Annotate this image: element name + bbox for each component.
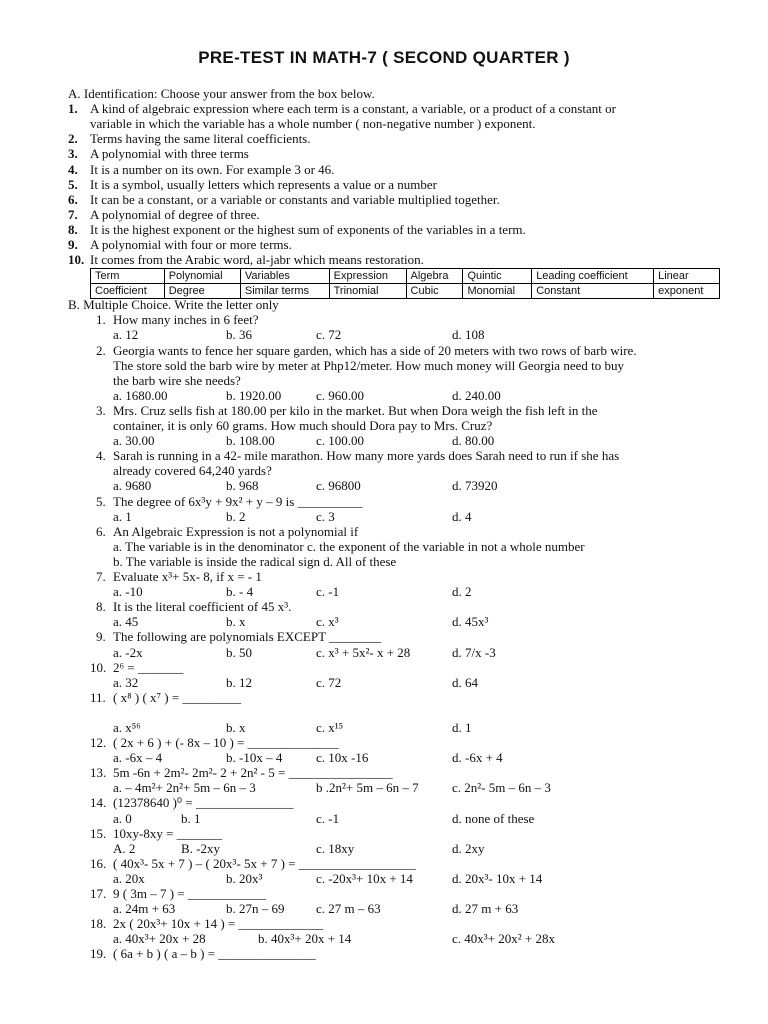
- answer-choice: d. 7/x -3: [452, 644, 496, 660]
- question-number: 10.: [90, 659, 107, 675]
- answer-choice: b. x: [226, 614, 246, 630]
- part-a-item-text: A kind of algebraic expression where each term is a constant, a variable, or a product of a constant or: [90, 101, 616, 117]
- answer-choice: b. 1: [181, 810, 201, 826]
- question-text: ( 40x³- 5x + 7 ) – ( 20x³- 5x + 7 ) = __________________: [113, 855, 416, 871]
- answer-choice: b. 50: [226, 644, 252, 660]
- question-text: Mrs. Cruz sells fish at 180.00 per kilo in the market. But when Dora weigh the fish left in the: [113, 402, 598, 418]
- part-a-item-text: A polynomial with four or more terms.: [90, 237, 292, 252]
- answer-choice: b. 12: [226, 674, 252, 690]
- answer-choice: a. 30.00: [113, 433, 155, 449]
- question-number: 1.: [96, 312, 106, 328]
- answer-choice: b. 1920.00: [226, 387, 282, 403]
- question-text: ( x⁸ ) ( x⁷ ) = _________: [113, 689, 241, 705]
- question-text: 5m -6n + 2m²- 2m²- 2 + 2n² - 5 = ________________: [113, 765, 393, 781]
- question-number: 19.: [90, 946, 107, 962]
- answer-choice: c. 18xy: [316, 840, 355, 856]
- answer-choice: b. 36: [226, 327, 252, 343]
- answer-choice: b. 968: [226, 478, 259, 494]
- answer-choice: d. 4: [452, 508, 472, 524]
- answer-choice: a. 24m + 63: [113, 901, 176, 917]
- answer-choice: a. 9680: [113, 478, 152, 494]
- answer-choice: a. -10: [113, 584, 143, 600]
- question-text: The following are polynomials EXCEPT ________: [113, 629, 382, 645]
- answer-choice: c. 72: [316, 674, 342, 690]
- page-title: PRE-TEST IN MATH-7 ( SECOND QUARTER ): [198, 48, 570, 67]
- part-a-item-text: A polynomial with three terms: [90, 146, 249, 162]
- answer-choice: d. 45x³: [452, 614, 489, 630]
- answer-choice-cell: Coefficient: [91, 284, 165, 299]
- answer-choice: c. 40x³+ 20x² + 28x: [452, 931, 555, 947]
- answer-choice: d. 1: [452, 719, 472, 735]
- question-text: The degree of 6x³y + 9x² + y – 9 is __________: [113, 493, 363, 509]
- question-number: 11.: [90, 689, 106, 705]
- part-a-item-number: 8.: [68, 221, 78, 237]
- answer-choice: b. 40x³+ 20x + 14: [258, 931, 352, 947]
- answer-choice: d. 2: [452, 584, 472, 600]
- question-text: 9 ( 3m – 7 ) = ____________: [113, 886, 266, 901]
- answer-choice-cell: Trinomial: [329, 284, 406, 299]
- choice-line: a. The variable is in the denominator c. the exponent of the variable in not a whole number: [113, 538, 585, 554]
- question-text: already covered 64,240 yards?: [113, 463, 272, 479]
- answer-choice: b .2n²+ 5m – 6n – 7: [316, 780, 419, 796]
- part-a-item-text: It can be a constant, or a variable or constants and variable multiplied together.: [90, 191, 500, 207]
- answer-choice-cell: Degree: [164, 284, 240, 299]
- part-a-item-text: A polynomial of degree of three.: [90, 206, 260, 222]
- answer-choice: a. x⁵⁶: [113, 719, 141, 735]
- answer-choice: c. x³ + 5x²- x + 28: [316, 644, 411, 660]
- answer-choice-cell: Algebra: [406, 269, 463, 284]
- answer-choice-cell: Cubic: [406, 284, 463, 299]
- answer-choice: c. 27 m – 63: [316, 901, 381, 917]
- answer-choice: b. x: [226, 719, 246, 735]
- answer-choice: d. 20x³- 10x + 14: [452, 870, 543, 886]
- question-text: Sarah is running in a 42- mile marathon. How many more yards does Sarah need to run if she has: [113, 448, 620, 464]
- question-text: Evaluate x³+ 5x- 8, if x = - 1: [113, 569, 262, 584]
- question-text: (12378640 )⁰ = _______________: [113, 795, 294, 811]
- part-a-item-text: Terms having the same literal coefficients.: [90, 131, 311, 147]
- question-number: 5.: [96, 493, 106, 509]
- answer-choice: d. 108: [452, 327, 485, 343]
- answer-choice-cell: Term: [91, 269, 165, 284]
- part-a-item-number: 1.: [68, 101, 78, 117]
- question-number: 7.: [96, 569, 106, 584]
- answer-choice: a. 40x³+ 20x + 28: [113, 931, 206, 947]
- part-a-item-number: 3.: [68, 146, 78, 162]
- answer-choice-cell: Monomial: [463, 284, 532, 299]
- answer-choice: a. 45: [113, 614, 139, 630]
- answer-choice: a. -2x: [113, 644, 143, 660]
- answer-choice: c. x³: [316, 614, 339, 630]
- question-number: 14.: [90, 795, 107, 811]
- part-a-heading: A. Identification: Choose your answer from the box below.: [68, 86, 375, 101]
- question-number: 17.: [90, 886, 107, 901]
- question-text: ( 2x + 6 ) + (- 8x – 10 ) = ______________: [113, 735, 339, 750]
- question-text: 10xy-8xy = _______: [113, 825, 223, 841]
- part-a-item-text: It is a number on its own. For example 3 or 46.: [90, 161, 335, 177]
- answer-choice: d. 64: [452, 674, 478, 690]
- answer-choice: c. -1: [316, 584, 340, 600]
- answer-choice-cell: Similar terms: [240, 284, 329, 299]
- answer-choice: c. 10x -16: [316, 750, 369, 766]
- question-number: 8.: [96, 599, 106, 615]
- answer-choice-cell: Constant: [532, 284, 654, 299]
- answer-choice: d. 240.00: [452, 387, 501, 403]
- answer-choice: c. 2n²- 5m – 6n – 3: [452, 780, 551, 796]
- answer-choice: a. 1: [113, 508, 132, 524]
- question-text: 2x ( 20x³+ 10x + 14 ) = _____________: [113, 916, 324, 932]
- answer-choice: c. 72: [316, 327, 342, 343]
- answer-choice: b. - 4: [226, 584, 254, 600]
- answer-choice: b. -10x – 4: [226, 750, 283, 766]
- part-a-item-text: It is the highest exponent or the highest sum of exponents of the variables in a term.: [90, 221, 526, 237]
- question-number: 9.: [96, 629, 106, 645]
- answer-choice-cell: Quintic: [463, 269, 532, 284]
- answer-choice: d. 80.00: [452, 433, 495, 449]
- question-text: 2⁶ = _______: [113, 659, 184, 675]
- answer-choice: a. – 4m²+ 2n²+ 5m – 6n – 3: [113, 780, 256, 796]
- question-number: 16.: [90, 855, 107, 871]
- answer-choice: c. x¹⁵: [316, 719, 344, 735]
- part-a-item-number: 5.: [68, 176, 78, 192]
- question-text: Georgia wants to fence her square garden, which has a side of 20 meters with two rows of barb wire.: [113, 342, 637, 358]
- answer-choice-cell: Leading coefficient: [532, 269, 654, 284]
- answer-choice-cell: Variables: [240, 269, 329, 284]
- answer-choice: c. 100.00: [316, 433, 365, 449]
- answer-choice: c. -20x³+ 10x + 14: [316, 870, 413, 886]
- answer-choice: d. none of these: [452, 810, 535, 826]
- question-number: 4.: [96, 448, 106, 464]
- answer-choice: c. -1: [316, 810, 340, 826]
- question-text: It is the literal coefficient of 45 x³.: [113, 599, 292, 615]
- answer-choice: a. 12: [113, 327, 139, 343]
- answer-choice: a. 1680.00: [113, 387, 168, 403]
- part-a-item-number: 4.: [68, 161, 78, 177]
- answer-choice: b. 2: [226, 508, 246, 524]
- answer-choices-box: [90, 268, 720, 299]
- question-text: ( 6a + b ) ( a – b ) = _______________: [113, 946, 316, 962]
- answer-choice: B. -2xy: [181, 840, 220, 856]
- answer-choice: c. 960.00: [316, 387, 365, 403]
- answer-choice-cell: exponent: [654, 284, 720, 299]
- answer-choice-cell: Polynomial: [164, 269, 240, 284]
- answer-choice: b. 108.00: [226, 433, 275, 449]
- answer-choice: c. 3: [316, 508, 335, 524]
- question-number: 6.: [96, 523, 106, 539]
- question-number: 3.: [96, 402, 106, 418]
- part-a-item-number: 7.: [68, 206, 78, 222]
- answer-choice: a. 20x: [113, 870, 145, 886]
- question-number: 2.: [96, 342, 106, 358]
- part-b-heading: B. Multiple Choice. Write the letter only: [68, 297, 279, 313]
- answer-choice: d. 2xy: [452, 840, 485, 856]
- part-a-item-number: 6.: [68, 191, 78, 207]
- question-number: 15.: [90, 825, 107, 841]
- part-a-item-number: 10.: [68, 252, 85, 268]
- part-a-item-text: variable in which the variable has a whole number ( non-negative number ) exponent.: [90, 116, 536, 132]
- answer-choice: a. -6x – 4: [113, 750, 163, 766]
- answer-choice: d. 27 m + 63: [452, 901, 519, 917]
- part-a-item-text: It comes from the Arabic word, al-jabr which means restoration.: [90, 252, 424, 268]
- part-a-item-number: 9.: [68, 237, 78, 252]
- answer-choice: b. 20x³: [226, 870, 263, 886]
- answer-choice: d. -6x + 4: [452, 750, 503, 766]
- part-a-item-number: 2.: [68, 131, 78, 147]
- answer-choice: d. 73920: [452, 478, 498, 494]
- question-text: the barb wire she needs?: [113, 372, 241, 388]
- question-text: How many inches in 6 feet?: [113, 312, 259, 328]
- question-number: 12.: [90, 735, 107, 750]
- question-text: An Algebraic Expression is not a polynomial if: [113, 523, 359, 539]
- choice-line: b. The variable is inside the radical sign d. All of these: [113, 553, 397, 569]
- answer-choice-cell: Linear: [654, 269, 720, 284]
- answer-choice: A. 2: [113, 840, 136, 856]
- part-a-item-text: It is a symbol, usually letters which represents a value or a number: [90, 176, 437, 192]
- question-text: The store sold the barb wire by meter at Php12/meter. How much money will Georgia need to buy: [113, 357, 624, 373]
- answer-choice: a. 0: [113, 810, 132, 826]
- answer-choice-cell: Expression: [329, 269, 406, 284]
- question-number: 18.: [90, 916, 107, 932]
- question-text: container, it is only 60 grams. How much should Dora pay to Mrs. Cruz?: [113, 418, 493, 433]
- answer-choice: c. 96800: [316, 478, 361, 494]
- answer-choice: a. 32: [113, 674, 139, 690]
- answer-choice: b. 27n – 69: [226, 901, 285, 917]
- question-number: 13.: [90, 765, 107, 781]
